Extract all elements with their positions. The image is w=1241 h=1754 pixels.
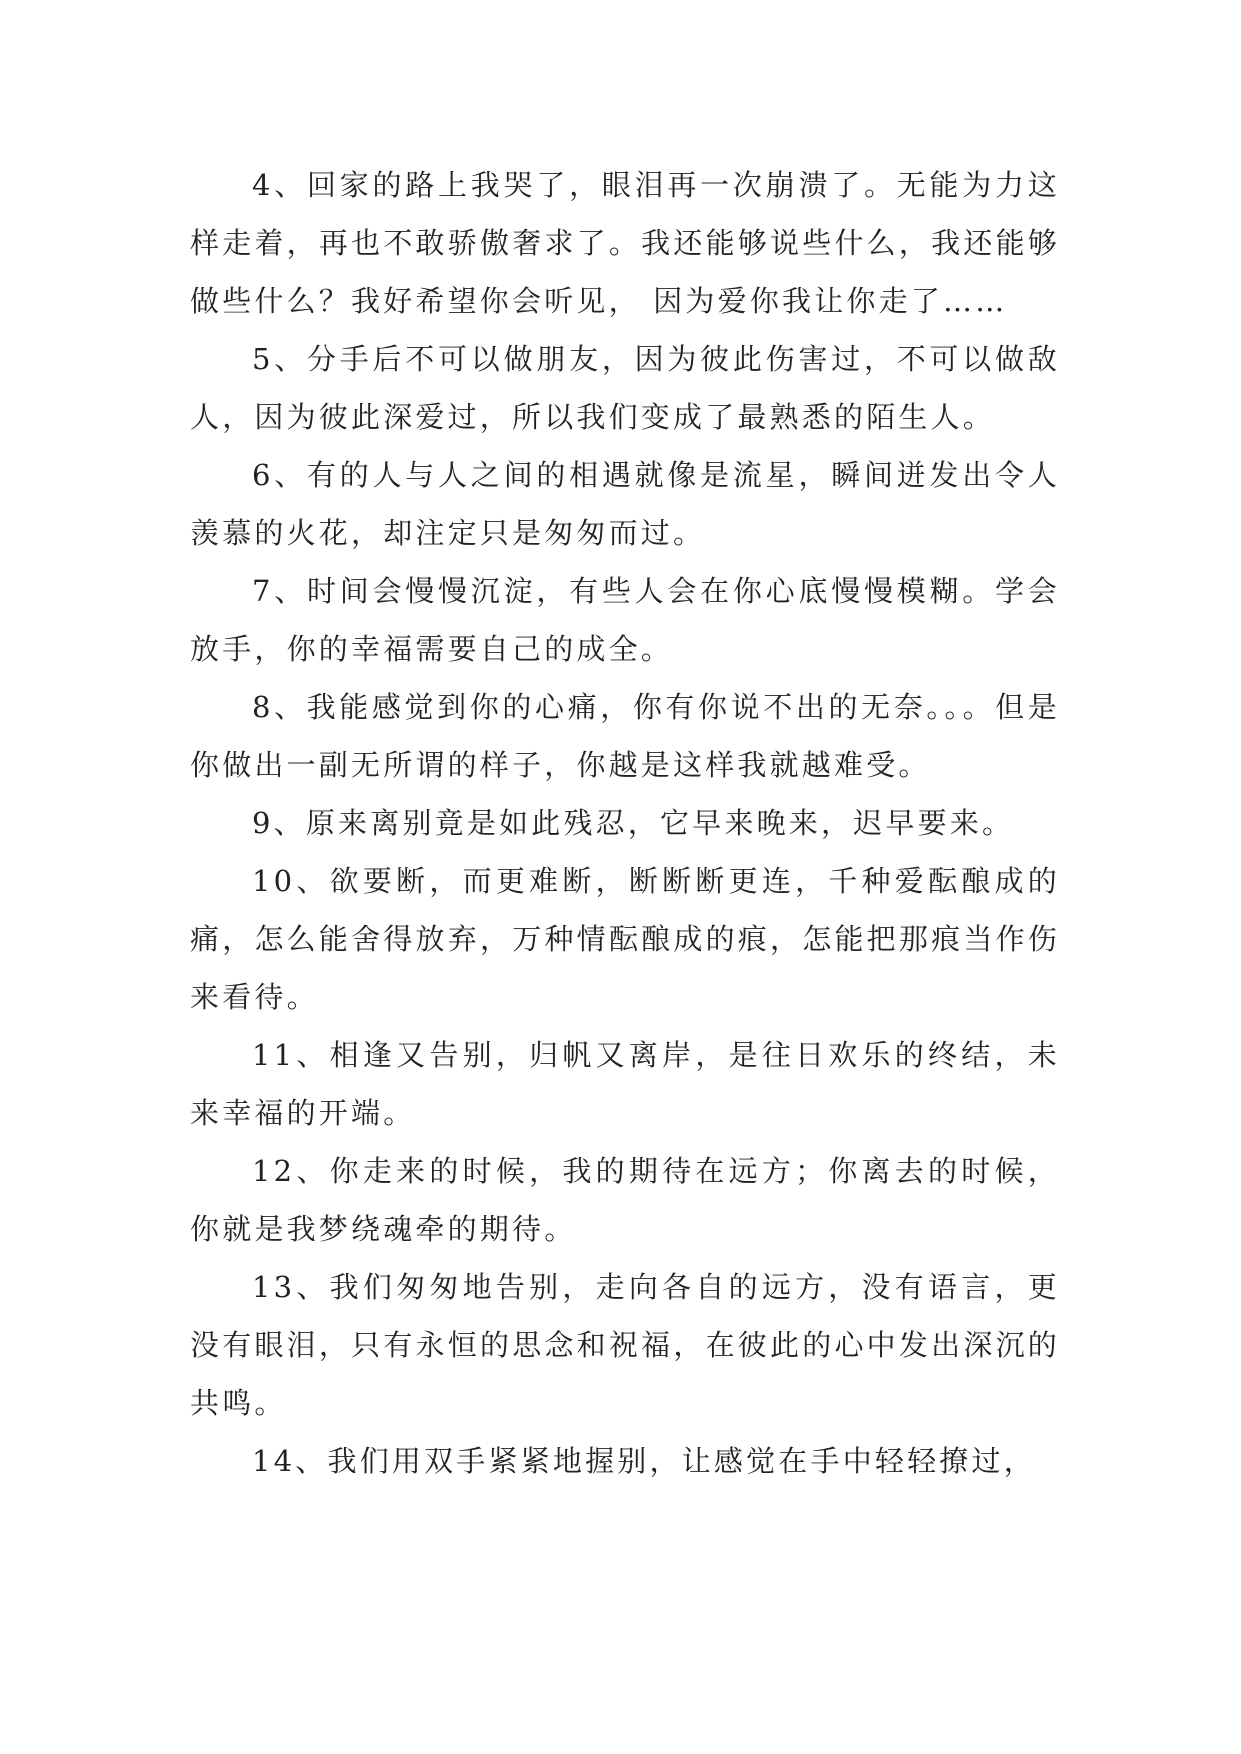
paragraph-6: 6、有的人与人之间的相遇就像是流星，瞬间迸发出令人羡慕的火花，却注定只是匆匆而过。 (190, 458, 1060, 550)
paragraph-10: 10、欲要断，而更难断，断断断更连，千种爱酝酿成的痛，怎么能舍得放弃，万种情酝酿成的痕，怎能把那痕当作伤来看待。 (190, 864, 1060, 1014)
paragraph-7: 7、时间会慢慢沉淀，有些人会在你心底慢慢模糊。学会放手，你的幸福需要自己的成全。 (190, 574, 1060, 666)
paragraph-13: 13、我们匆匆地告别，走向各自的远方，没有语言，更没有眼泪，只有永恒的思念和祝福，在彼此的心中发出深沉的共鸣。 (190, 1270, 1060, 1420)
paragraph-11: 11、相逢又告别，归帆又离岸，是往日欢乐的终结，未来幸福的开端。 (190, 1038, 1060, 1130)
paragraph-5: 5、分手后不可以做朋友，因为彼此伤害过，不可以做敌人，因为彼此深爱过，所以我们变成了最熟悉的陌生人。 (190, 342, 1060, 434)
paragraph-9: 9、原来离别竟是如此残忍，它早来晚来，迟早要来。 (252, 806, 1015, 840)
paragraph-14: 14、我们用双手紧紧地握别，让感觉在手中轻轻撩过， (252, 1444, 1036, 1478)
paragraph-4: 4、回家的路上我哭了，眼泪再一次崩溃了。无能为力这样走着，再也不敢骄傲奢求了。我还能够说些什么，我还能够做些什么？我好希望你会听见， 因为爱你我让你走了…… (190, 168, 1060, 318)
paragraph-12: 12、你走来的时候，我的期待在远方；你离去的时候，你就是我梦绕魂牵的期待。 (190, 1154, 1060, 1246)
paragraph-8: 8、我能感觉到你的心痛，你有你说不出的无奈。。。但是你做出一副无所谓的样子，你越是这样我就越难受。 (190, 690, 1060, 782)
document-body (190, 156, 1060, 1490)
